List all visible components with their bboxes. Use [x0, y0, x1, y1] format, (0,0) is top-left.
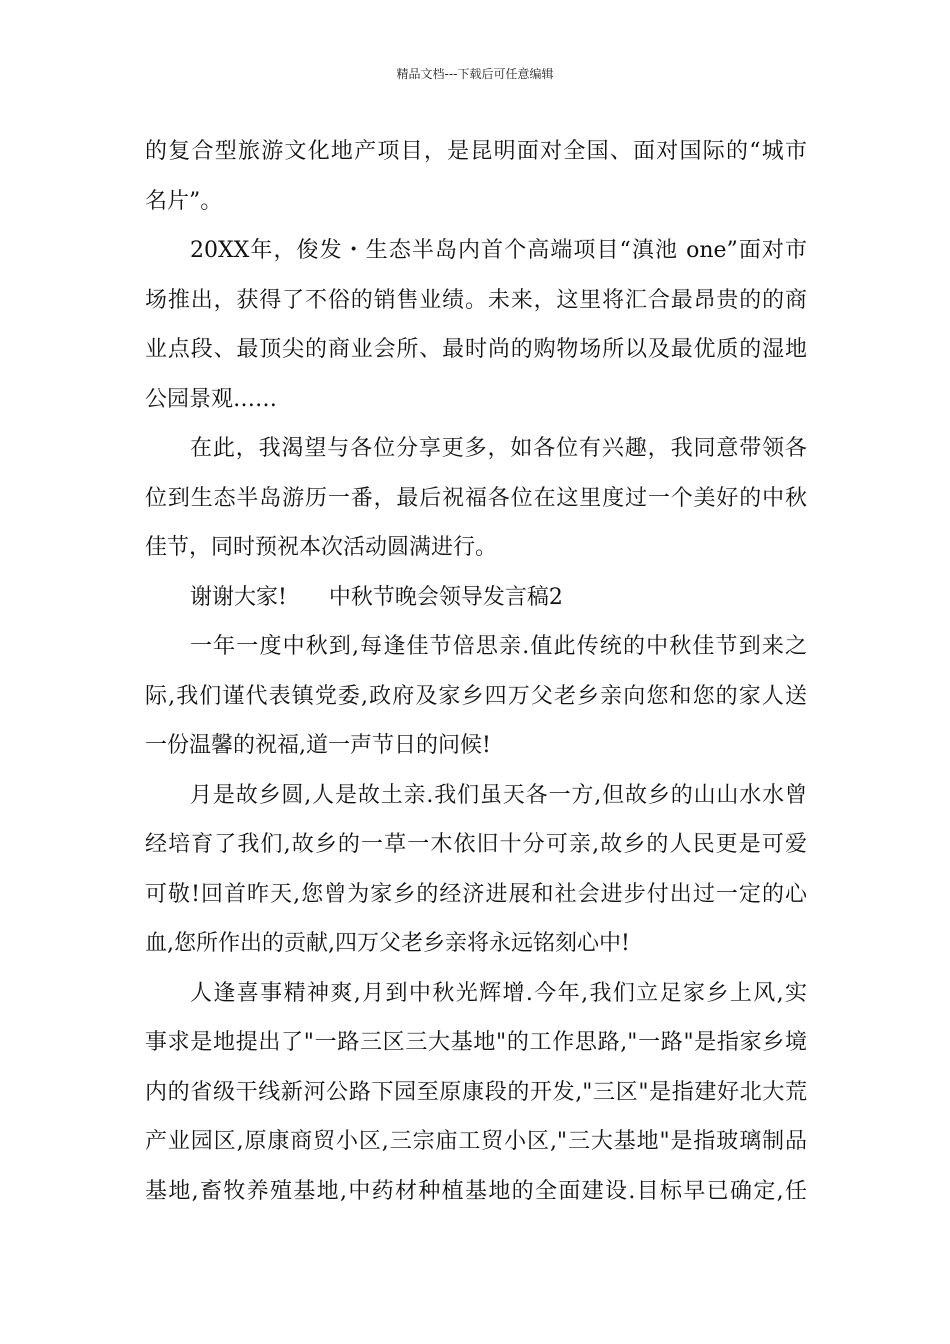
- text-line: 事求是地提出了"一路三区三大基地"的工作思路,"一路"是指家乡境: [145, 1030, 807, 1055]
- text-line: 经培育了我们,故乡的一草一木依旧十分可亲,故乡的人民更是可爱: [145, 832, 807, 857]
- text-line-combined: [145, 573, 807, 623]
- text-line: 一份温馨的祝福,道一声节日的问候!: [145, 733, 491, 758]
- text-line: 内的省级干线新河公路下园至原康段的开发,"三区"是指建好北大荒: [145, 1079, 807, 1105]
- text-line: 佳节，同时预祝本次活动圆满进行。: [145, 535, 498, 560]
- text-line: 位到生态半岛游历一番，最后祝福各位在这里度过一个美好的中秋: [145, 485, 807, 511]
- page-header: 精品文档---下载后可任意编辑: [396, 67, 554, 81]
- text-line: 的复合型旅游文化地产项目，是昆明面对全国、面对国际的“城市: [145, 139, 807, 164]
- text-line: 月是故乡圆,人是故土亲.我们虽天各一方,但故乡的山山水水曾: [190, 782, 807, 808]
- text-line: 可敬!回首昨天,您曾为家乡的经济进展和社会进步付出过一定的心: [145, 881, 807, 907]
- text-line: 一年一度中秋到,每逢佳节倍思亲.值此传统的中秋佳节到来之: [190, 634, 807, 659]
- text-line: 血,您所作出的贡献,四万父老乡亲将永远铭刻心中!: [145, 931, 630, 956]
- text-line: 业点段、最顶尖的商业会所、最时尚的购物场所以及最优质的湿地: [145, 337, 807, 362]
- text-line: 场推出，获得了不俗的销售业绩。未来，这里将汇合最昂贵的的商: [145, 287, 807, 313]
- text-line: 20XX年，俊发・生态半岛内首个高端项目“滇池 one”面对市: [190, 238, 807, 263]
- text-line: 公园景观……: [145, 386, 278, 412]
- text-line: 在此，我渴望与各位分享更多，如各位有兴趣，我同意带领各: [190, 436, 807, 461]
- document-body: [145, 127, 807, 1216]
- text-line: 产业园区,原康商贸小区,三宗庙工贸小区,"三大基地"是指玻璃制品: [145, 1129, 807, 1154]
- section-title: 中秋节晚会领导发言稿2: [328, 584, 563, 610]
- thanks-text: 谢谢大家!: [190, 584, 287, 610]
- text-line: 基地,畜牧养殖基地,中药材种植基地的全面建设.目标早已确定,任: [145, 1178, 807, 1204]
- text-line: 际,我们谨代表镇党委,政府及家乡四万父老乡亲向您和您的家人送: [145, 683, 807, 709]
- text-line: 名片”。: [145, 188, 223, 214]
- text-line: 人逢喜事精神爽,月到中秋光辉增.今年,我们立足家乡上风,实: [190, 980, 807, 1006]
